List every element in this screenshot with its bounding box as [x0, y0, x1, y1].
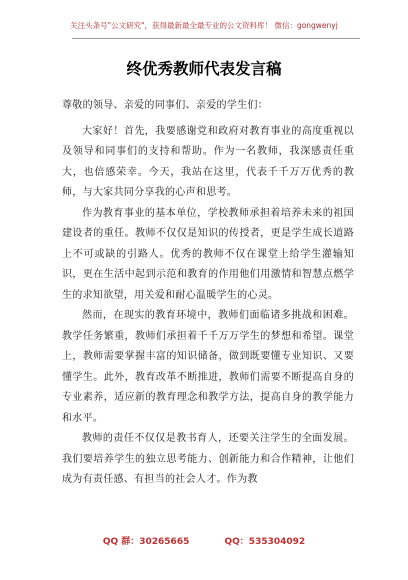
document-title: 终优秀教师代表发言稿	[126, 60, 282, 78]
qq-group-text: QQ 群：30265665	[102, 537, 190, 547]
body-paragraph: 然而，在现实的教育环境中，教师们面临诸多挑战和困难。教学任务繁重，教师们承担着千千万万学生的梦想和希望。课堂上，教师需要掌握丰富的知识储备，做到既要懂专业知识、又要懂学生。此外，教育改革不断推进，教师们需要不断提高自身的专业素养，适应新的教育理念和教学方法，提高自身的教学能力和水平。	[62, 310, 354, 424]
document-body	[62, 96, 354, 491]
header-divider	[72, 38, 360, 39]
qq-number-text: QQ：535304092	[224, 537, 306, 547]
body-paragraph: 大家好！首先，我要感谢党和政府对教育事业的高度重视以及领导和同事们的支持和帮助。作为一名教师，我深感责任重大，也倍感荣幸。今天，我站在这里，代表千千万万优秀的教师，与大家共同分享我的心声和思考。	[62, 125, 354, 198]
body-paragraph: 教师的责任不仅仅是教书育人，还要关注学生的全面发展。我们要培养学生的独立思考能力、创新能力和合作精神，让他们成为有责任感、有担当的社会人才。作为教	[62, 433, 354, 485]
body-paragraph: 作为教育事业的基本单位，学校教师承担着培养未来的祖国建设者的重任。教师不仅仅是知识的传授者，更是学生成长道路上不可或缺的引路人。优秀的教师不仅在课堂上给学生灌输知识，更在生活中起到示范和教育的作用他们用激情和智慧点燃学生的求知欲望，用关爱和耐心温暖学生的心灵。	[62, 207, 354, 301]
contact-footer	[0, 534, 408, 547]
greeting-line: 尊敬的领导、亲爱的同事们、亲爱的学生们：	[62, 100, 268, 111]
promo-banner: 关注头条号"公文研究"，获得最新最全最专业的公文资料库！ 微信：gongwenyj	[70, 21, 338, 30]
